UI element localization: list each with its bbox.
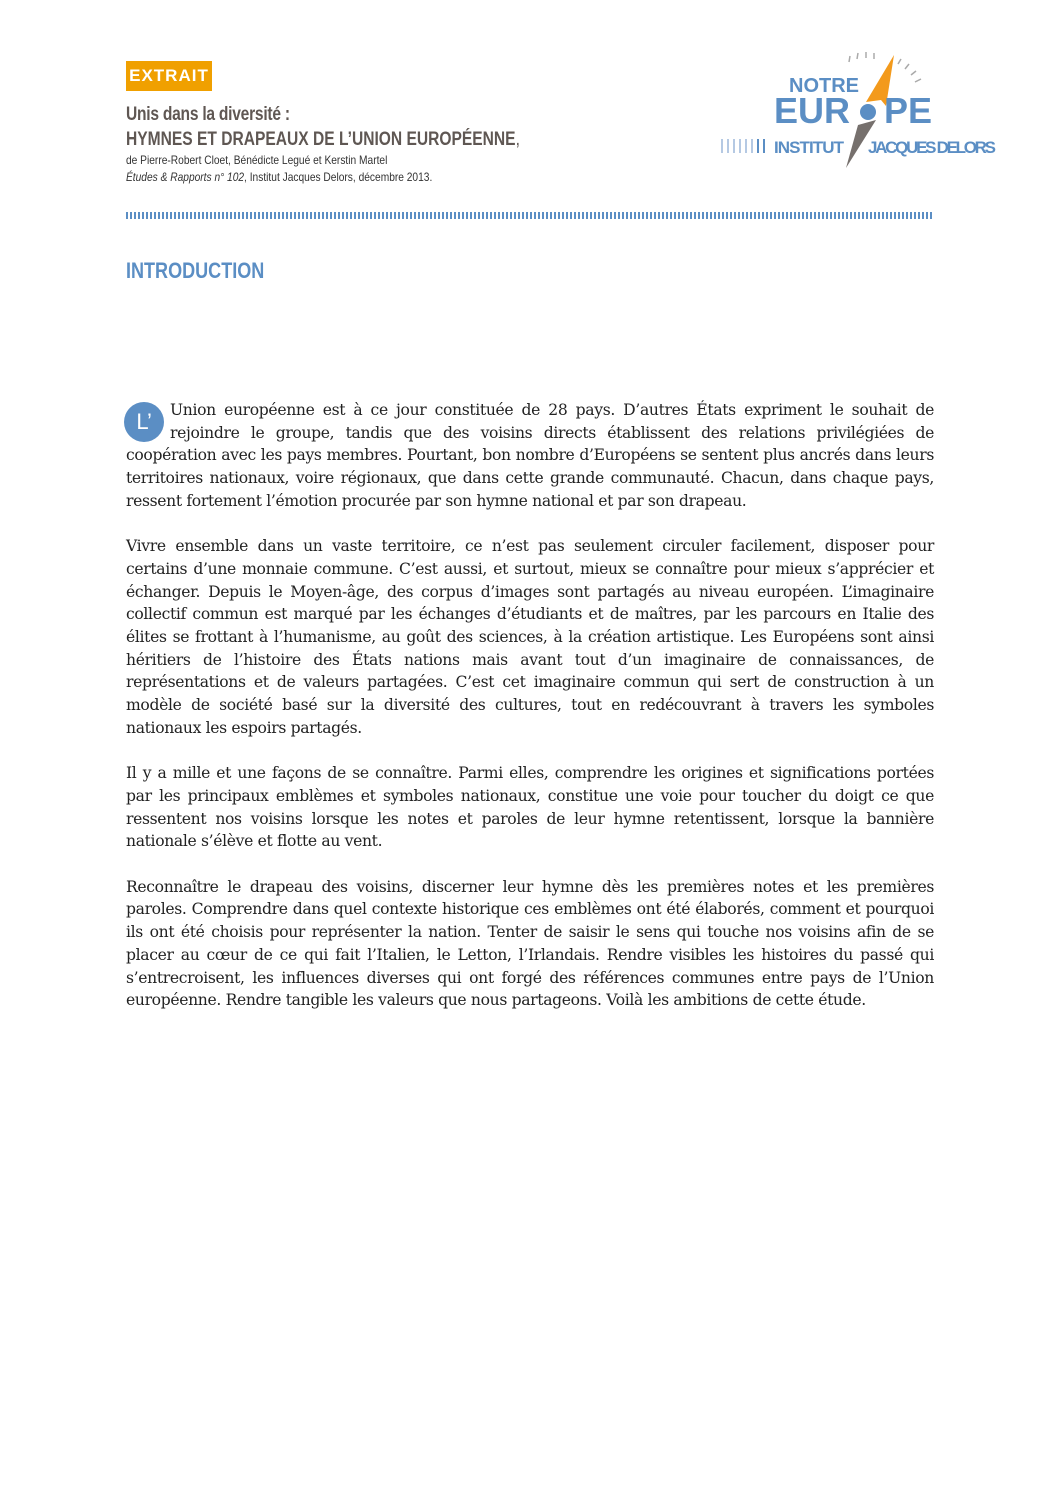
logo-notre: NOTRE xyxy=(789,75,859,97)
logo-institut: INSTITUT xyxy=(774,138,844,157)
authors: de Pierre-Robert Cloet, Bénédicte Legué et Kerstin Martel xyxy=(126,153,388,167)
doc-subtitle xyxy=(126,129,520,151)
publisher: , Institut Jacques Delors, décembre 2013. xyxy=(244,170,433,184)
paragraph: Reconnaître le drapeau des voisins, discerner leur hymne dès les premières notes et les premières paroles. Comprendre dans quel contexte historique ces emblèmes ont été élaborés, comment et pourquoi ils ont été choisis pour représenter la nation. Tenter de saisir le sens qui touche nos voisins afin de se placer au cœur de ce qui fait l’Italien, le Letton, l’Irlandais. Rendre visibles les histoires du passé qui s’entrecroisent, les influences diverses qui ont forgé des références communes entre pays de l’Union européenne. Rendre tangible les valeurs que nous partageons. Voilà les ambitions de cette étude. xyxy=(126,877,934,1010)
notre-europe-logo xyxy=(716,50,1006,175)
drop-cap: L’ xyxy=(124,402,164,442)
paragraph-text: Union européenne est à ce jour constituée de 28 pays. D’autres États expriment le souhait de rejoindre le groupe, tandis que des voisins directs établissent des relations privilégiées de coopération avec les pays membres. Pourtant, bon nombre d’Européens se sentent plus ancrés dans leurs territoires nationaux, voire régionaux, que dans cette grande communauté. Chacun, dans chaque pays, ressent fortement l’émotion procurée par son hymne national et par son drapeau. xyxy=(126,401,934,510)
doc-title: Unis dans la diversité : xyxy=(126,104,290,125)
section-heading: INTRODUCTION xyxy=(126,258,265,283)
logo-eur: EUR xyxy=(774,90,851,131)
logo-jacques-delors: JACQUES DELORS xyxy=(868,138,996,157)
series: Études & Rapports n° 102 xyxy=(126,170,245,184)
citation xyxy=(126,170,432,184)
body-text xyxy=(126,399,934,1035)
subtitle-text: HYMNES ET DRAPEAUX DE L’UNION EUROPÉENNE xyxy=(126,129,516,150)
subtitle-comma: , xyxy=(515,129,520,150)
dotted-divider xyxy=(126,212,934,219)
logo-pe: PE xyxy=(884,90,933,131)
extrait-badge: EXTRAIT xyxy=(126,61,212,91)
paragraph xyxy=(126,399,934,513)
paragraph: Vivre ensemble dans un vaste territoire, ce n’est pas seulement circuler facilement, disposer pour certains d’une monnaie commune. C’est aussi, et surtout, mieux se connaître pour mieux s’apprécier et échanger. Depuis le Moyen-âge, des corpus d’images sont partagés au niveau européen. L’imaginaire collectif commun est marqué par les échanges d’étudiants et de maîtres, par les parcours en Italie des élites se frottant à l’humanisme, au goût des sciences, à la création artistique. Les Européens sont ainsi héritiers de l’histoire des États nations mais avant tout d’un imaginaire de connaissances, de représentations et de valeurs partagées. C’est cet imaginaire commun qui sert de construction à un modèle de société basé sur la diversité des cultures, tout en redécouvrant à travers les symboles nationaux les espoirs partagés. xyxy=(126,537,934,737)
paragraph: Il y a mille et une façons de se connaître. Parmi elles, comprendre les origines et significations portées par les principaux emblèmes et symboles nationaux, constitue une voie pour toucher du doigt ce que ressentent nos voisins lorsque les notes et paroles de leur hymne retentissent, lorsque la bannière nationale s’élève et flotte au vent. xyxy=(126,764,934,851)
